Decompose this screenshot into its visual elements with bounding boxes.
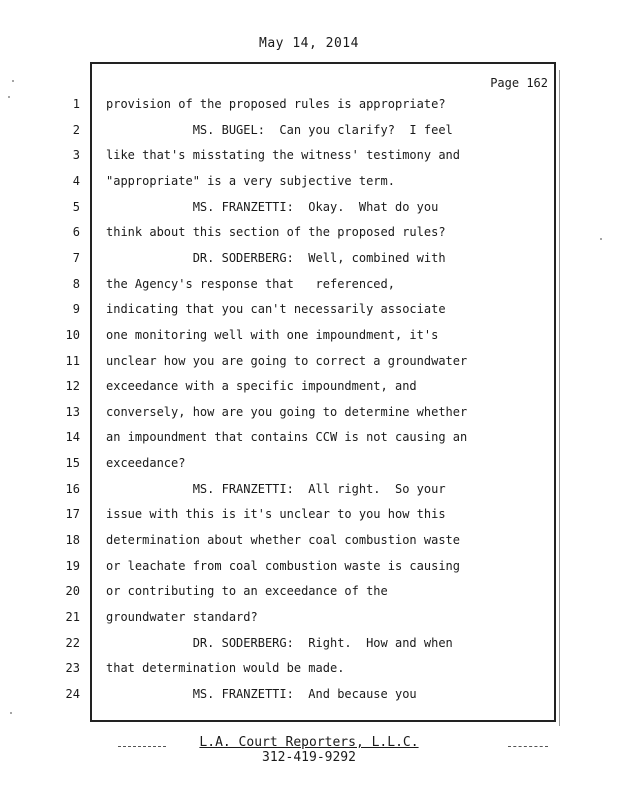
transcript-line: "appropriate" is a very subjective term. bbox=[106, 174, 395, 188]
transcript-line: exceedance with a specific impoundment, and bbox=[106, 379, 417, 393]
transcript-line: provision of the proposed rules is appropriate? bbox=[106, 97, 446, 111]
line-number: 15 bbox=[65, 456, 80, 470]
line-number: 2 bbox=[72, 123, 80, 137]
line-number: 3 bbox=[72, 148, 80, 162]
line-number: 4 bbox=[72, 174, 80, 188]
line-number: 10 bbox=[65, 328, 80, 342]
transcript-line: MS. FRANZETTI: And because you bbox=[106, 687, 417, 701]
scan-speck bbox=[12, 80, 14, 82]
line-number: 1 bbox=[72, 97, 80, 111]
transcript-line: MS. FRANZETTI: Okay. What do you bbox=[106, 200, 439, 214]
transcript-line: one monitoring well with one impoundment, it's bbox=[106, 328, 439, 342]
line-number: 9 bbox=[72, 302, 80, 316]
transcript-line: the Agency's response that referenced, bbox=[106, 277, 395, 291]
line-number: 12 bbox=[65, 379, 80, 393]
line-number: 8 bbox=[72, 277, 80, 291]
line-number: 5 bbox=[72, 200, 80, 214]
line-number: 19 bbox=[65, 559, 80, 573]
transcript-line: groundwater standard? bbox=[106, 610, 258, 624]
transcript-line: DR. SODERBERG: Right. How and when bbox=[106, 636, 453, 650]
transcript-line: think about this section of the proposed rules? bbox=[106, 225, 446, 239]
page-number: Page 162 bbox=[490, 76, 548, 90]
line-number: 20 bbox=[65, 584, 80, 598]
scan-speck bbox=[10, 712, 12, 714]
line-number: 11 bbox=[65, 354, 80, 368]
line-number: 21 bbox=[65, 610, 80, 624]
scan-speck bbox=[600, 238, 602, 240]
scan-speck bbox=[8, 96, 10, 98]
transcript-line: DR. SODERBERG: Well, combined with bbox=[106, 251, 446, 265]
transcript-line: conversely, how are you going to determine whether bbox=[106, 405, 468, 419]
transcript-line: MS. FRANZETTI: All right. So your bbox=[106, 482, 446, 496]
transcript-line: exceedance? bbox=[106, 456, 186, 470]
line-number: 16 bbox=[65, 482, 80, 496]
footer-phone: 312-419-9292 bbox=[262, 750, 356, 765]
line-number: 17 bbox=[65, 507, 80, 521]
transcript-line: an impoundment that contains CCW is not causing an bbox=[106, 430, 468, 444]
transcript-line: determination about whether coal combustion waste bbox=[106, 533, 461, 547]
transcript-line: like that's misstating the witness' testimony and bbox=[106, 148, 461, 162]
line-number: 6 bbox=[72, 225, 80, 239]
line-number: 24 bbox=[65, 687, 80, 701]
line-number: 7 bbox=[72, 251, 80, 265]
transcript-line: indicating that you can't necessarily associate bbox=[106, 302, 446, 316]
footer-company: L.A. Court Reporters, L.L.C. bbox=[199, 735, 419, 750]
transcript-line: that determination would be made. bbox=[106, 661, 345, 675]
line-number: 18 bbox=[65, 533, 80, 547]
transcript-line: or leachate from coal combustion waste is causing bbox=[106, 559, 461, 573]
line-number: 22 bbox=[65, 636, 80, 650]
transcript-line: issue with this is it's unclear to you how this bbox=[106, 507, 446, 521]
transcript-line: unclear how you are going to correct a groundwater bbox=[106, 354, 468, 368]
line-number: 14 bbox=[65, 430, 80, 444]
line-number: 13 bbox=[65, 405, 80, 419]
header-date: May 14, 2014 bbox=[259, 36, 359, 51]
transcript-line: or contributing to an exceedance of the bbox=[106, 584, 388, 598]
transcript-line: MS. BUGEL: Can you clarify? I feel bbox=[106, 123, 453, 137]
line-number: 23 bbox=[65, 661, 80, 675]
